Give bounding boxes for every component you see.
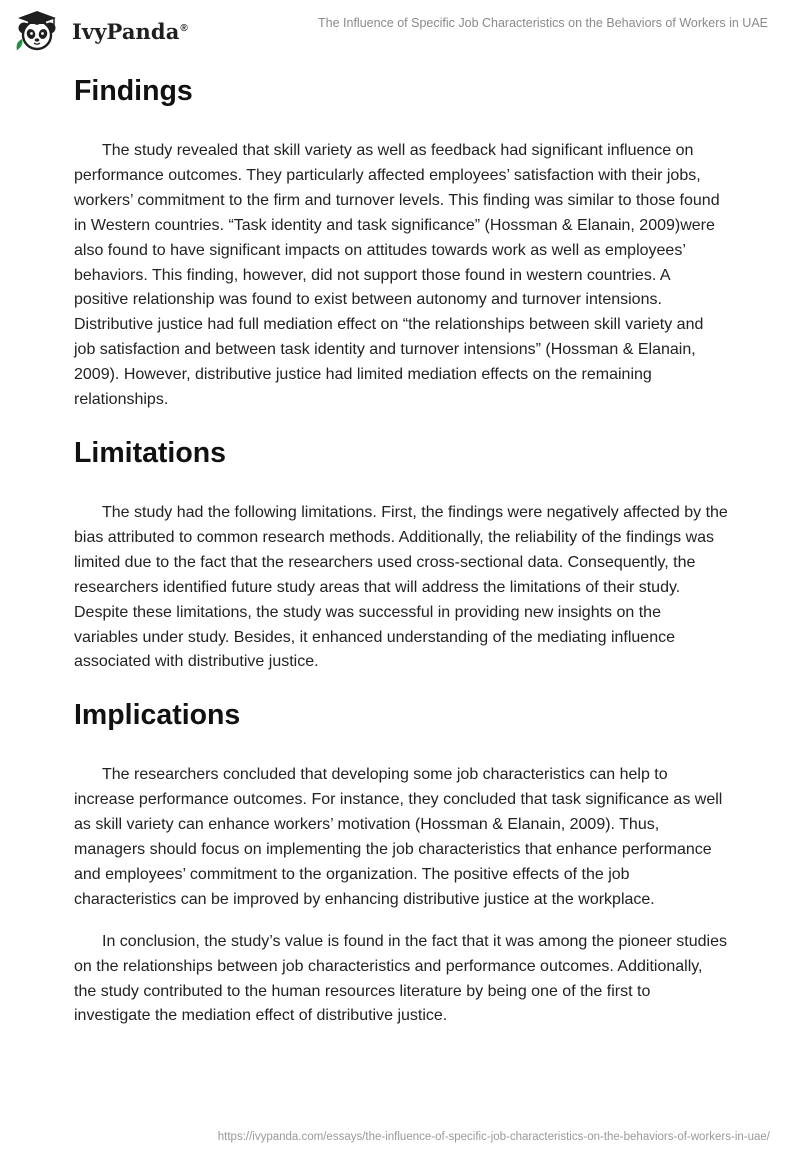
section-limitations: [74, 432, 728, 675]
registered-mark: ®: [180, 22, 188, 34]
brand-name: IvyPanda®: [72, 18, 188, 44]
section-implications: [74, 694, 728, 1029]
ivypanda-logo[interactable]: [14, 8, 188, 52]
essay-content: [74, 70, 728, 1029]
panda-graduation-cap-icon: [14, 8, 66, 52]
page-header: [0, 0, 800, 60]
implications-heading: Implications: [74, 699, 241, 732]
limitations-paragraph: The study had the following limitations. First, the findings were negatively affected by the bias attributed to common research methods. Additionally, the reliability of the findings was limited due to the fact that the researchers used cross-sectional data. Consequently, the researchers identified future study areas that will address the limitations of their study. Despite these limitations, the study was successful in providing new insights on the variables under study. Besides, it enhanced understanding of the mediating influence associated with distributive justice.: [74, 503, 728, 671]
source-url[interactable]: https://ivypanda.com/essays/the-influence-of-specific-job-characteristics-on-the-behaviors-of-workers-in-uae/: [217, 1131, 770, 1143]
implications-paragraph: The researchers concluded that developing some job characteristics can help to increase performance outcomes. For instance, they concluded that task significance as well as skill variety can enhance workers’ motivation (Hossman & Elanain, 2009). Thus, managers should focus on implementing the job characteristics that enhance performance and employees’ commitment to the organization. The positive effects of the job characteristics can be improved by enhancing distributive justice at the workplace.: [74, 766, 723, 908]
running-title: The Influence of Specific Job Characteristics on the Behaviors of Workers in UAE: [318, 16, 768, 30]
findings-heading: Findings: [74, 75, 193, 107]
limitations-heading: Limitations: [74, 436, 227, 469]
conclusion-paragraph: In conclusion, the study’s value is found in the fact that it was among the pioneer studies on the relationships between job characteristics and performance outcomes. Additionally, the study contributed to the human resources literature by being one of the first to investigate the mediation effect of distributive justice.: [74, 932, 727, 1025]
findings-paragraph: The study revealed that skill variety as well as feedback had significant influence on performance outcomes. They particularly affected employees’ satisfaction with their jobs, workers’ commitment to the firm and turnover levels. This finding was similar to those found in Western countries. “Task identity and task significance” (Hossman & Elanain, 2009)were also found to have significant impacts on attitudes towards work as well as employees’ behaviors. This finding, however, did not support those found in western countries. A positive relationship was found to exist between autonomy and turnover intensions. Distributive justice had full mediation effect on “the relationships between skill variety and job satisfaction and between task identity and turnover intensions” (Hossman & Elanain, 2009). However, distributive justice had limited mediation effects on the remaining relationships.: [74, 142, 720, 409]
section-findings: [74, 70, 728, 413]
